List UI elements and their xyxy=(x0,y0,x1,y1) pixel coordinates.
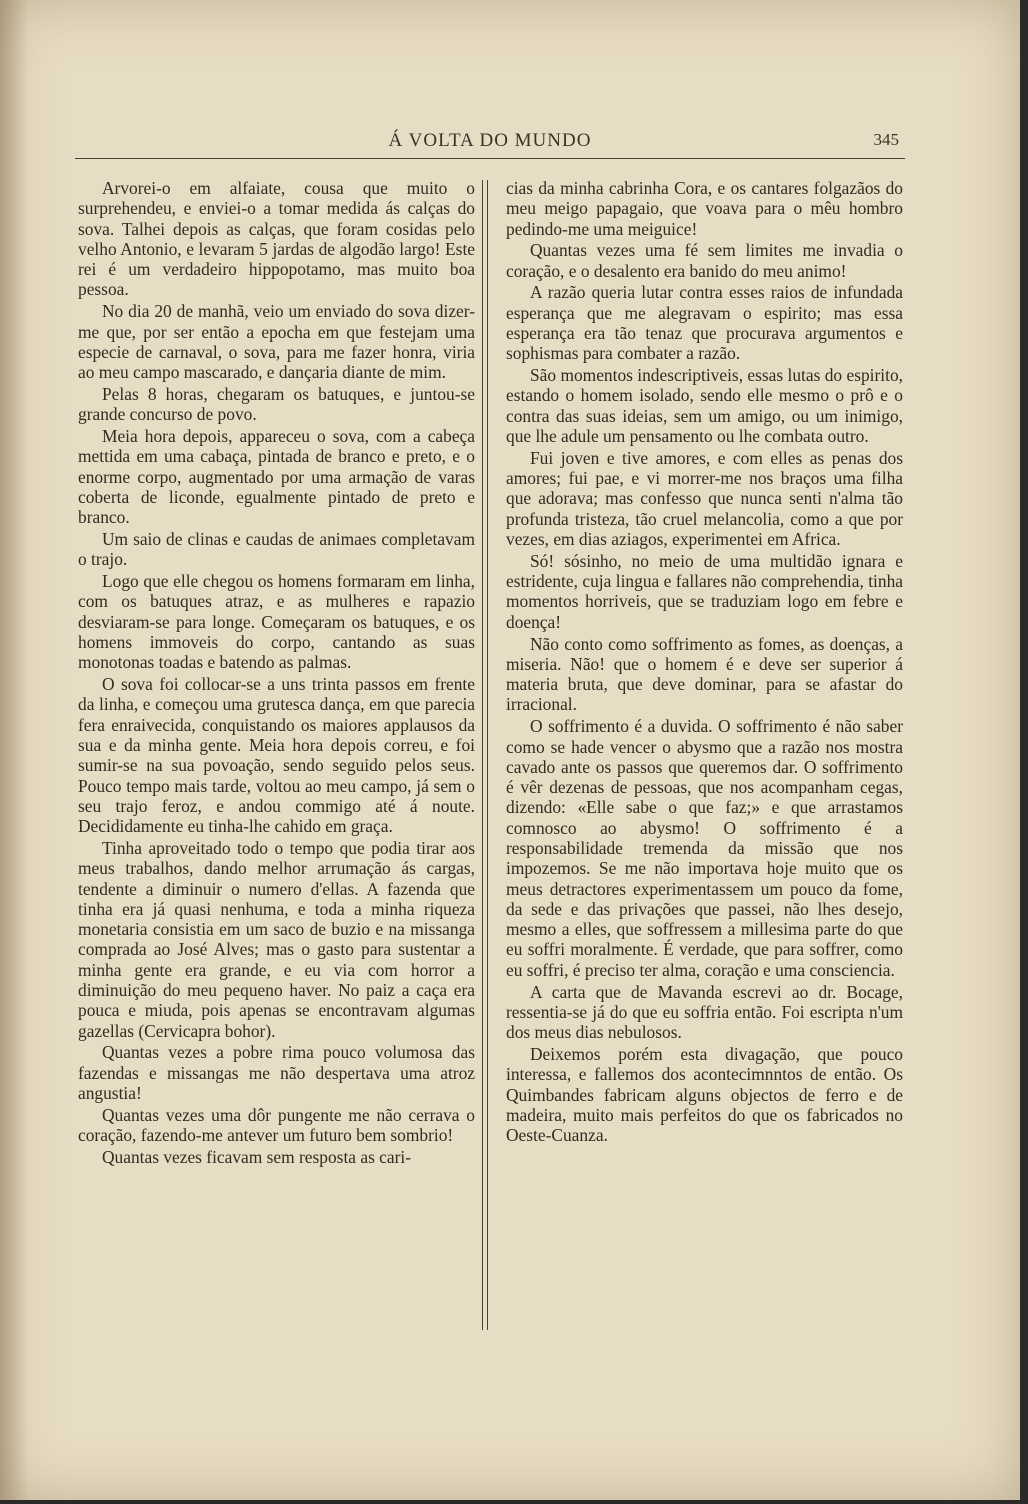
paragraph: Não conto como soffrimento as fomes, as doenças, a miseria. Não! que o homem é e deve ser superior á materia bruta, que deve dominar, para se afastar do irracional. xyxy=(506,633,903,715)
paragraph: Tinha aproveitado todo o tempo que podia tirar aos meus trabalhos, dando melhor arrumação ás cargas, tendente a diminuir o numero d'ellas. A fazenda que tinha era já quasi nenhuma, e toda a minha riqueza monetaria consistia em um saco de buzio e na missanga comprada ao José Alves; mas o gasto para sustentar a minha gente era grande, e eu via com horror a diminuição do meu pequeno haver. No paiz a caça era pouca e miuda, pois apenas se encontravam algumas gazellas (Cervicapra bohor). xyxy=(78,838,475,1041)
page-number: 345 xyxy=(873,130,899,149)
paragraph: Quantas vezes uma dôr pungente me não cerrava o coração, fazendo-me antever um futuro bem sombrio! xyxy=(78,1104,475,1146)
paragraph: Quantas vezes ficavam sem resposta as cari- xyxy=(102,1146,412,1167)
left-column xyxy=(78,178,475,1169)
paragraph: Meia hora depois, appareceu o sova, com a cabeça mettida em uma cabaça, pintada de branco e preto, e o enorme corpo, augmentado por uma armação de varas coberta de liconde, egualmente pintado de preto e branco. xyxy=(78,426,475,528)
header-rule xyxy=(75,158,905,159)
paragraph: Pelas 8 horas, chegaram os batuques, e juntou-se grande concurso de povo. xyxy=(78,383,475,425)
paragraph: Deixemos porém esta divagação, que pouco interessa, e fallemos dos acontecimnntos de então. Os Quimbandes fabricam alguns objectos de ferro e de madeira, muito mais perfeitos do que os fabricados no Oeste-Cuanza. xyxy=(506,1043,903,1146)
paragraph: A carta que de Mavanda escrevi ao dr. Bocage, ressentia-se já do que eu soffria então. Foi escripta n'um dos meus dias nebulosos. xyxy=(506,981,903,1043)
paragraph: No dia 20 de manhã, veio um enviado do sova dizer-me que, por ser então a epocha em que festejam uma especie de carnaval, o sova, para me fazer honra, viria ao meu campo mascarado, e dançaria diante de mim. xyxy=(78,301,475,383)
paragraph: Um saio de clinas e caudas de animaes completavam o trajo. xyxy=(78,529,475,570)
paragraph: Só! sósinho, no meio de uma multidão ignara e estridente, cuja lingua e fallares não comprehendia, tinha momentos horriveis, que se traduziam logo em febre e doença! xyxy=(506,550,903,632)
paragraph: São momentos indescriptiveis, essas lutas do espirito, estando o homem isolado, sendo elle mesmo o prô e o contra das suas ideias, sem um amigo, ou um inimigo, que lhe adule um pensamento ou lhe combata outro. xyxy=(506,365,903,447)
running-title: Á VOLTA DO MUNDO xyxy=(388,130,592,151)
page-header xyxy=(75,126,905,156)
paragraph: Fui joven e tive amores, e com elles as penas dos amores; fui pae, e vi morrer-me nos braços uma filha que adorava; mas confesso que nunca senti n'alma tão profunda tristeza, tão cruel melancolia, como a que por vezes, em dias aziagos, experimentei em Africa. xyxy=(506,447,903,550)
paragraph: O soffrimento é a duvida. O soffrimento é não saber como se hade vencer o abysmo que a razão nos mostra cavado ante os passos que queremos dar. O soffrimento é vêr dezenas de pessoas, que nos acompanham cegas, dizendo: «Elle sabe o que faz;» e que arrastamos comnosco ao abysmo! O soffrimento é a responsabilidade tremenda da missão que nos impozemos. Se me não importava hoje muito que os meus detractores experimentassem um pouco da fome, da sede e das privações que passei, não lhes desejo, mesmo a elles, que soffressem a millesima parte do que eu soffri moralmente. É verdade, que para soffrer, como eu soffri, é preciso ter alma, coração e uma consciencia. xyxy=(506,716,903,980)
paragraph-continuation: cias da minha cabrinha Cora, e os cantares folgazãos do meu meigo papagaio, que voava para o mêu hombro pedindo-me uma meiguice! xyxy=(506,178,903,239)
paragraph: Logo que elle chegou os homens formaram em linha, com os batuques atraz, e as mulheres e rapazio desviaram-se para longe. Começaram os batuques, e os homens immoveis do corpo, cantando as suas monotonas toadas e batendo as palmas. xyxy=(78,571,475,673)
paragraph: O sova foi collocar-se a uns trinta passos em frente da linha, e começou uma grutesca dança, em que parecia fera enraivecida, conquistando os maiores applausos da sua e da minha gente. Meia hora depois correu, e foi sumir-se na sua povoação, sendo seguido pelos seus. Pouco tempo mais tarde, voltou ao meu campo, já sem o seu trajo feroz, e andou commigo até á noute. Decididamente eu tinha-lhe cahido em graça. xyxy=(78,674,475,837)
paragraph: Quantas vezes a pobre rima pouco volumosa das fazendas e missangas me não despertava uma atroz angustia! xyxy=(78,1042,475,1104)
paragraph: Arvorei-o em alfaiate, cousa que muito o surprehendeu, e enviei-o a tomar medida ás calças do sova. Talhei depois as calças, que foram cosidas pelo velho Antonio, e levaram 5 jardas de algodão largo! Este rei é um verdadeiro hippopotamo, mas muito boa pessoa. xyxy=(78,178,475,300)
column-divider xyxy=(482,180,488,1330)
spine-shadow xyxy=(0,0,28,1500)
paragraph: A razão queria lutar contra esses raios de infundada esperança que me alegravam o espirito; mas essa esperança era tão tenaz que procurava argumentos e sophismas para combater a razão. xyxy=(506,282,903,364)
right-column xyxy=(506,178,903,1147)
paragraph: Quantas vezes uma fé sem limites me invadia o coração, e o desalento era banido do meu animo! xyxy=(506,240,903,281)
